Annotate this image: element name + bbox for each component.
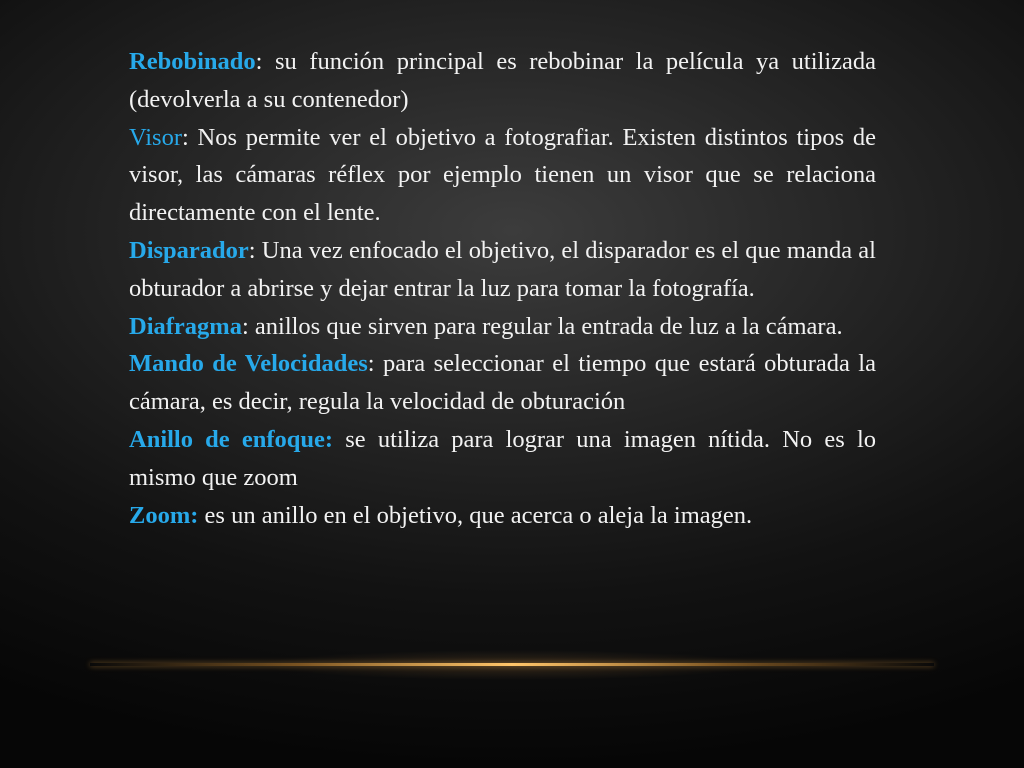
separator: : xyxy=(248,236,256,264)
definition: se utiliza para lograr una imagen nítida. No es lo mismo que zoom xyxy=(129,425,877,491)
term: Visor xyxy=(129,123,182,151)
definition: anillos que sirven para regular la entrada de luz a la cámara. xyxy=(248,312,843,340)
definition-disparador xyxy=(129,232,876,308)
term: Rebobinado xyxy=(129,48,256,75)
definition-mando-de-velocidades xyxy=(129,345,876,421)
definition-diafragma xyxy=(129,308,876,346)
definition-zoom xyxy=(129,497,876,535)
definition: Nos permite ver el objetivo a fotografiar. Existen distintos tipos de visor, las cámaras réflex por ejemplo tienen un visor que se relaciona directamente con el lente. xyxy=(129,123,876,227)
term: Disparador xyxy=(129,236,249,264)
slide-body xyxy=(129,43,876,534)
decorative-divider-line xyxy=(90,663,934,666)
separator: : xyxy=(367,350,375,378)
definition-rebobinado xyxy=(129,43,876,119)
definition: Una vez enfocado el objetivo, el disparador es el que manda al obturador a abrirse y dejar entrar la luz para tomar la fotografía. xyxy=(129,236,876,302)
definition-anillo-de-enfoque xyxy=(129,421,876,497)
definition: para seleccionar el tiempo que estará obturada la cámara, es decir, regula la velocidad de obturación xyxy=(129,350,876,416)
term: Diafragma xyxy=(129,312,242,340)
term: Zoom: xyxy=(129,501,199,529)
separator: : xyxy=(241,312,249,340)
term: Anillo de enfoque: xyxy=(129,425,334,453)
term: Mando de Velocidades xyxy=(129,350,368,378)
definition: su función principal es rebobinar la película ya utilizada (devolverla a su contenedor) xyxy=(129,48,876,113)
separator: : xyxy=(181,123,189,151)
separator: : xyxy=(255,48,263,75)
definition-visor xyxy=(129,119,876,232)
definition: es un anillo en el objetivo, que acerca o aleja la imagen. xyxy=(198,501,753,529)
